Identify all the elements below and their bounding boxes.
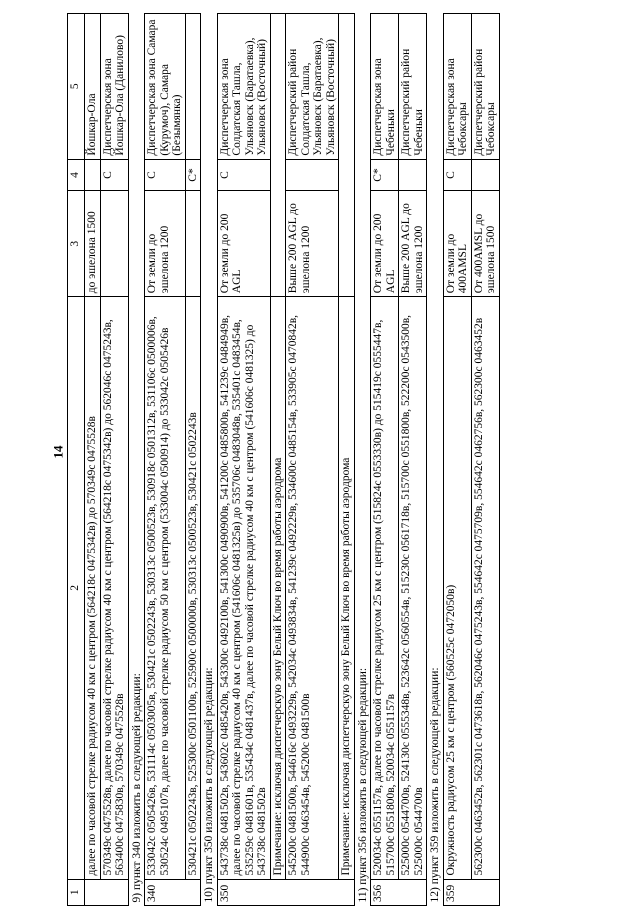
coordinates-cell: 562300с 0463452в, 562301с 0473618в, 562046с 0475243в, 554642с 0475709в, 554642с 0462756в, 562300с 0463452в <box>471 297 499 879</box>
coordinates-cell: Окружность радиусом 25 км с центром (560525с 0472050в) <box>443 297 471 879</box>
item-number: 356 <box>371 879 427 905</box>
zone-cell: Диспетчерская зона Солдатская Ташла, Ульяновск (Баратаевка), Ульяновск (Восточный) <box>217 14 270 160</box>
header-cell: 2 <box>68 297 85 879</box>
table-row <box>270 14 286 906</box>
altitude-cell: От земли до эшелона 1200 <box>145 191 186 297</box>
altitude-cell: От земли до 400AMSL <box>443 191 471 297</box>
section-title-row <box>128 14 145 906</box>
table-row <box>286 14 339 906</box>
coordinates-cell: 525000с 0544700в, 524130с 0555348в, 523642с 0560554в, 515230с 0561718в, 515700с 0551800в, 522200с 0543500в, 525000с 0544700в <box>399 297 427 879</box>
altitude-cell: Выше 200 AGL до эшелона 1200 <box>399 191 427 297</box>
coordinates-cell: 520034с 0551157в, далее по часовой стрелке радиусом 25 км с центром (515824с 0553330в) до 515419с 0555447в, 515700с 0551800в, 520034с 0551157в <box>371 297 399 879</box>
section-title: 11) пункт 356 изложить в следующей редакции: <box>356 667 369 903</box>
table-row <box>85 14 101 906</box>
altitude-cell <box>100 191 128 297</box>
table-row <box>443 14 471 906</box>
header-cell: 1 <box>68 879 85 905</box>
zone-cell <box>185 14 201 160</box>
note-cell: Примечание: исключая диспетчерскую зону Белый Ключ во время работы аэродрома <box>270 297 286 879</box>
coordinates-cell: 530421с 0502243в, 525300с 0501100в, 525900с 0500000в, 530313с 0500523в, 530421с 0502243в <box>185 297 201 879</box>
item-number: 359 <box>443 879 499 905</box>
coordinates-cell: 543738с 0481502в, 543602с 0485420в, 543300с 0492100в, 541300с 0490900в, 541200с 0485800в, 541239с 0484949в, далее по часовой стрелке радиусом 40 км с центром (541606с 0481325в) до 535706с 0483048в, 535401с 0483454в, 535259с 0481601в, 535434с 0481437в, далее по часовой стрелке радиусом 40 км с центром (541606с 0481325) до 543738с 0481502в <box>217 297 270 879</box>
coordinates-cell: 545200с 0481500в, 544616с 0493229в, 542034с 0493834в, 541239с 0492229в, 534600с 0485154в, 533905с 0470842в, 544900с 0463454в, 545200с 0481500в <box>286 297 339 879</box>
table-row <box>399 14 427 906</box>
rotated-page <box>67 13 622 906</box>
item-number: 340 <box>145 879 201 905</box>
zone-cell: Диспетчерская зона Йошкар-Ола (Данилово) <box>100 14 128 160</box>
class-cell: С <box>217 159 270 191</box>
class-cell: С <box>145 159 186 191</box>
altitude-cell: Выше 200 AGL до эшелона 1200 <box>286 191 339 297</box>
altitude-cell: От земли до 200 AGL <box>217 191 270 297</box>
item-number: 350 <box>217 879 354 905</box>
table-row <box>471 14 499 906</box>
class-cell: С* <box>185 159 201 191</box>
section-title-row <box>354 14 371 906</box>
page-number: 14 <box>50 445 66 459</box>
class-cell <box>399 159 427 191</box>
zone-cell: Йошкар-Ола <box>85 14 101 160</box>
section-title: 10) пункт 350 изложить в следующей редакции: <box>203 667 215 903</box>
header-cell: 3 <box>68 191 85 297</box>
header-row <box>68 14 85 906</box>
zone-cell: Диспетчерская зона Чебеньки <box>371 14 399 160</box>
section-title: 9) пункт 340 изложить в следующей редакции: <box>130 673 143 903</box>
class-cell: С <box>100 159 128 191</box>
airspace-table <box>67 13 500 906</box>
altitude-cell: От земли до 200 AGL <box>371 191 399 297</box>
table-row <box>185 14 201 906</box>
zone-cell: Диспетчерский район Чебоксары <box>471 14 499 160</box>
header-cell: 5 <box>68 14 85 160</box>
zone-cell: Диспетчерская зона Чебоксары <box>443 14 471 160</box>
header-cell: 4 <box>68 159 85 191</box>
coordinates-cell: 533042с 0505426в, 531114с 0503005в, 530421с 0502243в, 530313с 0500523в, 530918с 0501312в, 531106с 0500006в, 530524с 0495107в, далее по часовой стрелке радиусом 50 км с центром (533004с 0500914) до 533042с 0505426в <box>145 297 186 879</box>
altitude-cell: до эшелона 1500 <box>85 191 101 297</box>
altitude-cell <box>185 191 201 297</box>
class-cell: С* <box>371 159 399 191</box>
section-title-row <box>427 14 444 906</box>
class-cell: С <box>443 159 471 191</box>
altitude-cell: От 400AMSL до эшелона 1500 <box>471 191 499 297</box>
zone-cell: Диспетчерская зона Самара (Курумоч), Самара (Безымянка) <box>145 14 186 160</box>
table-row <box>339 14 355 906</box>
class-cell <box>286 159 339 191</box>
coordinates-cell: далее по часовой стрелке радиусом 40 км с центром (564218с 0475342в) до 570349с 0475528в <box>85 297 101 879</box>
note-cell: Примечание: исключая диспетчерскую зону Белый Ключ во время работы аэродрома <box>339 297 355 879</box>
zone-cell: Диспетчерский район Солдатская Ташла, Ульяновск (Баратаевка), Ульяновск (Восточный) <box>286 14 339 160</box>
class-cell <box>471 159 499 191</box>
table-row <box>371 14 399 906</box>
table-row <box>145 14 186 906</box>
coordinates-cell: 570349с 0475528в, далее по часовой стрелке радиусом 40 км с центром (564218с 0475342в) до 562046с 0475243в, 563400с 0475830в, 570349с 0475528в <box>100 297 128 879</box>
table-row <box>100 14 128 906</box>
table-row <box>217 14 270 906</box>
section-title-row <box>201 14 218 906</box>
zone-cell: Диспетчерский район Чебеньки <box>399 14 427 160</box>
class-cell <box>85 159 101 191</box>
section-title: 12) пункт 359 изложить в следующей редакции: <box>429 667 441 903</box>
